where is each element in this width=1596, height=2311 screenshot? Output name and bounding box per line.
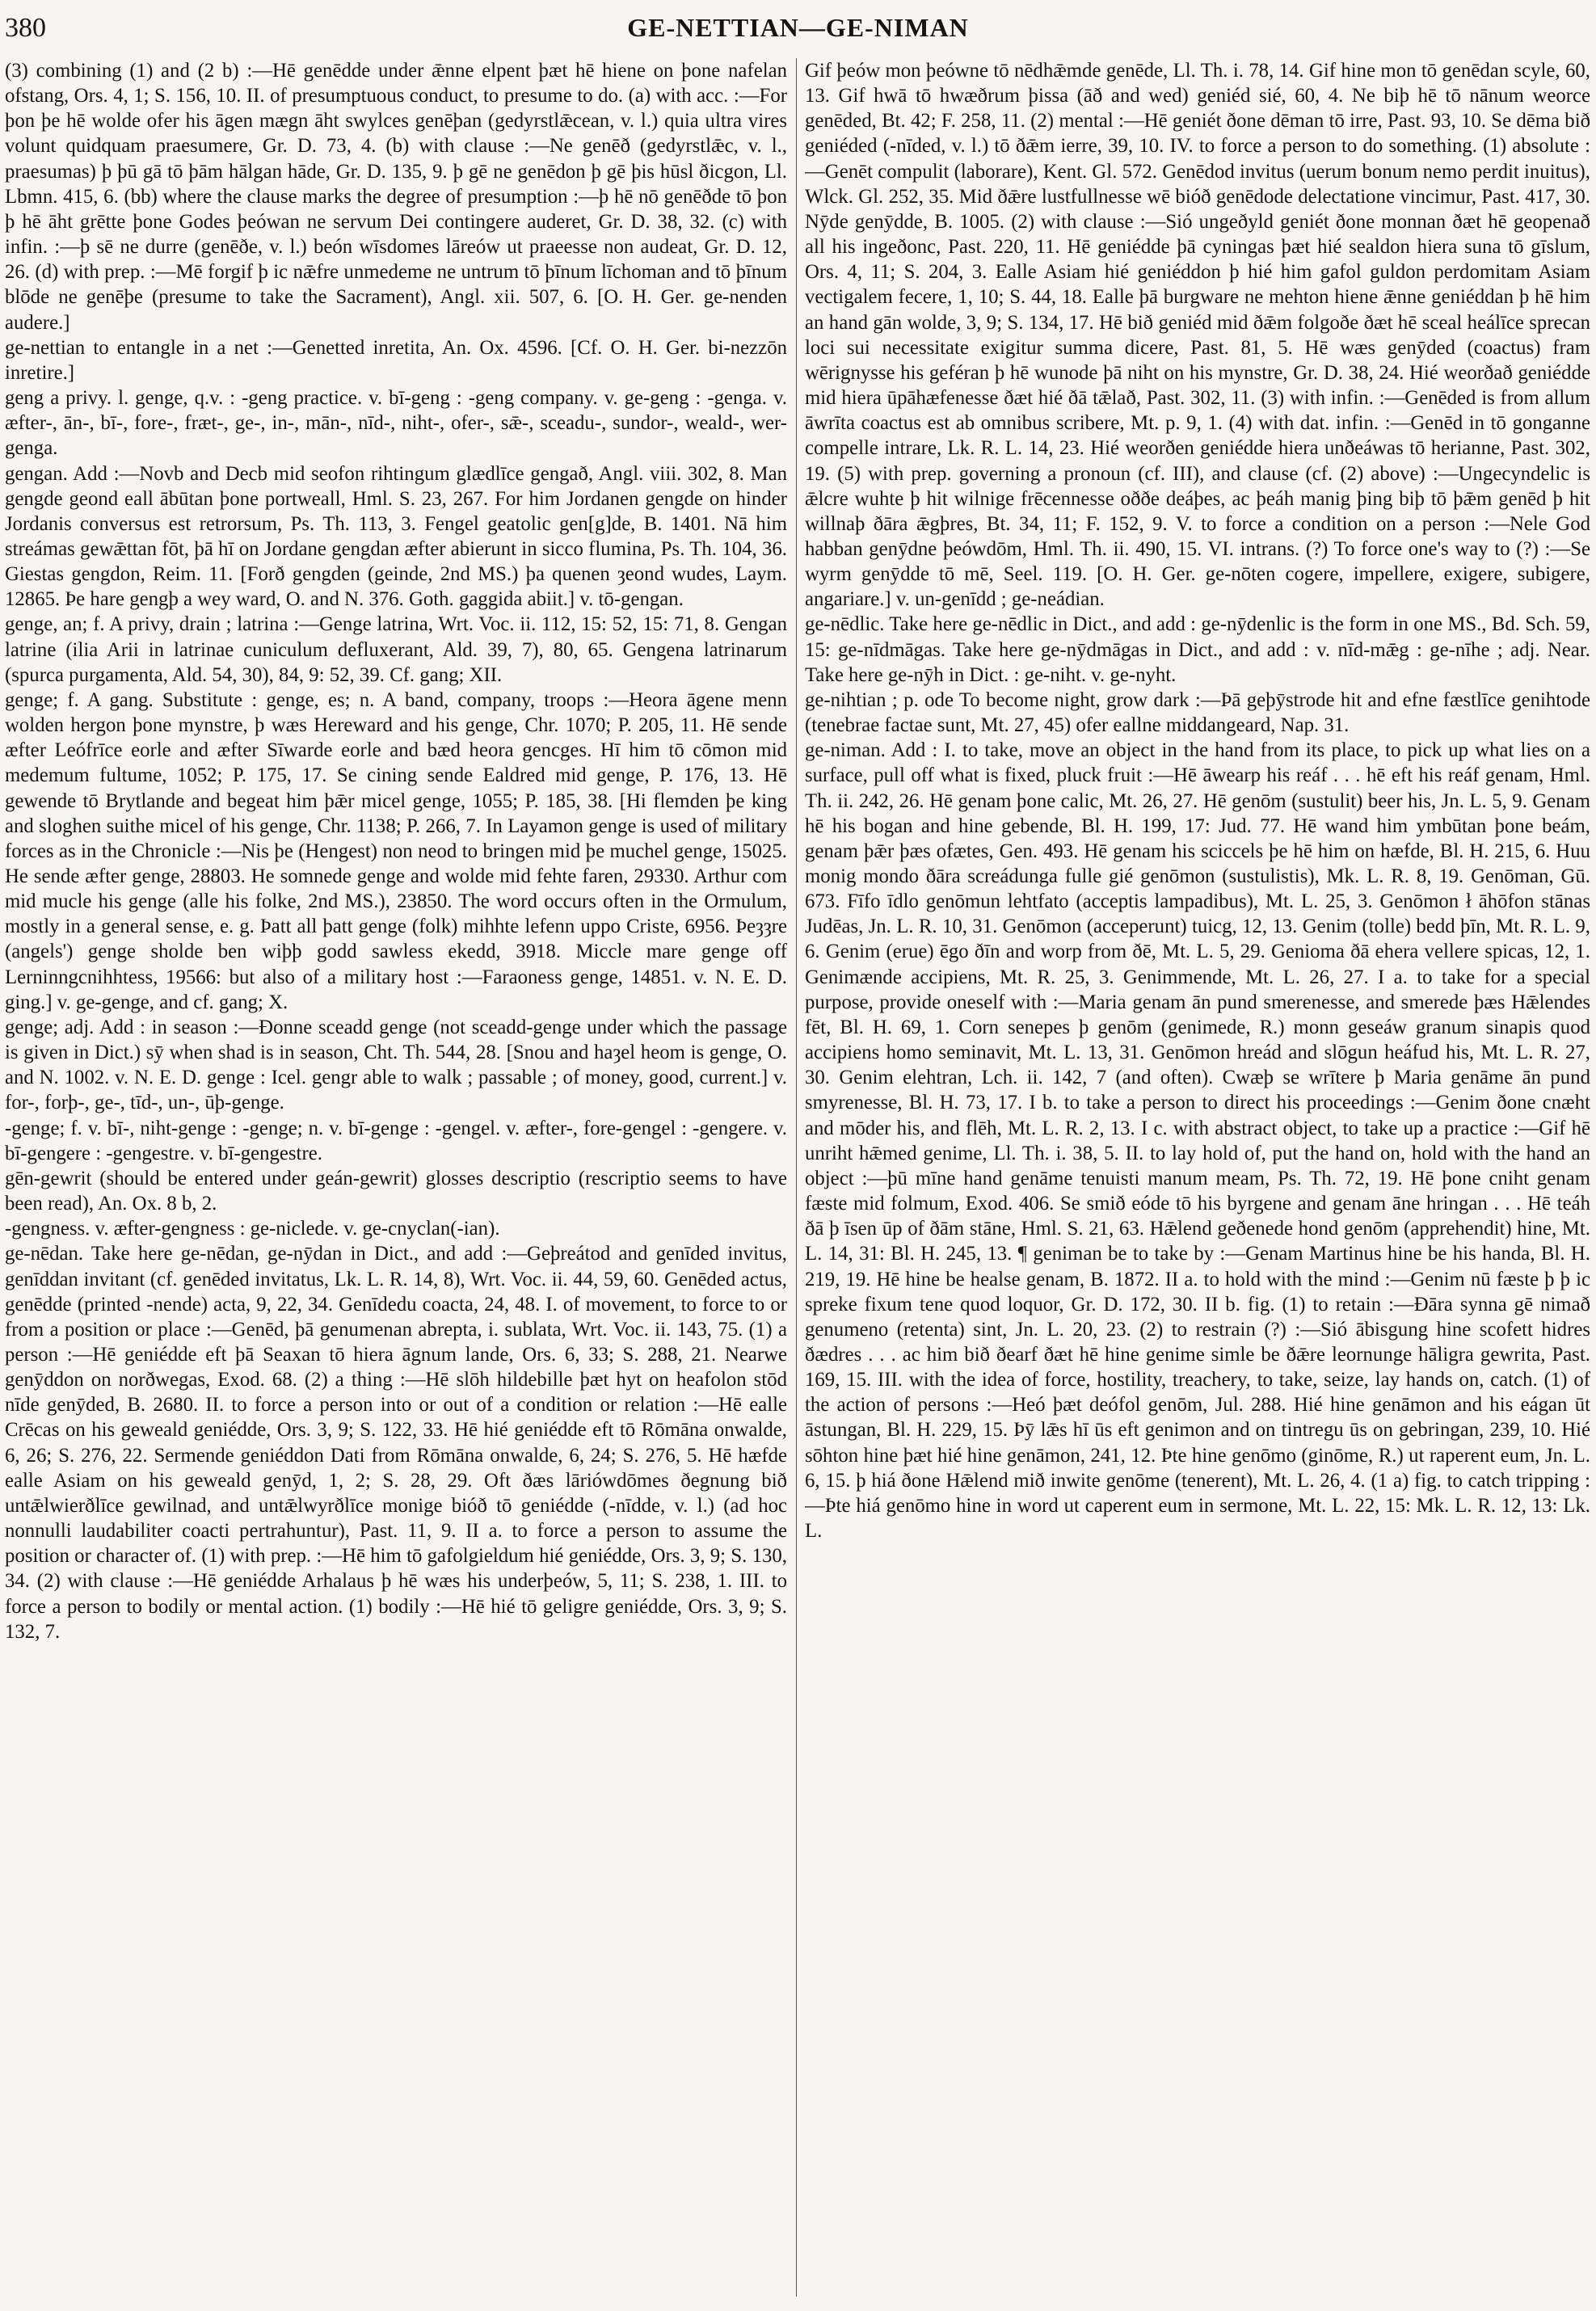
entry: gēn-gewrit (should be entered under geán-gewrit) glosses descriptio (rescriptio seems to have been read), An. Ox. 8 b, 2. xyxy=(5,1167,787,1215)
running-title: GE-NETTIAN—GE-NIMAN xyxy=(627,13,969,42)
right-column xyxy=(805,58,1590,2296)
entry: ge-nettian to entangle in a net :—Genetted inretita, An. Ox. 4596. [Cf. O. H. Ger. bi-nezzōn inretire.] xyxy=(5,336,787,384)
text-columns xyxy=(0,58,1596,2305)
entry: ge-nēdan. Take here ge-nēdan, ge-nȳdan in Dict., and add :—Geþreátod and genīded invitus, genīddan invitant (cf. genēded invitatus, Lk. L. R. 14, 8), Wrt. Voc. ii. 44, 59, 60. Genēded actus, genēdde (printed -nende) acta, 9, 22, 34. Genīdedu coacta, 24, 48. I. of movement, to force to or from a position or place :—Genēd, þā genumenan abrepta, i. sublata, Wrt. Voc. ii. 143, 75. (1) a person :—Hē geniédde eft þā Seaxan tō hiera āgnum lande, Ors. 6, 33; S. 288, 21. Nearwe genȳddon on norðwegas, Exod. 68. (2) a thing :—Hē slōh hildebille þæt hyt on heafolon stōd nīde genȳded, B. 2680. II. to force a person into or out of a condition or relation :—Hē ealle Crēcas on his geweald geniédde, Ors. 3, 9; S. 122, 33. Hē hié geniédde eft tō Rōmāna onwalde, 6, 26; S. 276, 22. Sermende geniéddon Dati from Rōmāna onwalde, 6, 24; S. 276, 5. Hē hæfde ealle Asiam on his geweald genȳd, 1, 2; S. 28, 29. Oft ðæs lāriówdōmes ðegnung bið untǣlwierðlīce gewilnad, and untǣlwyrðlīce monige bióð tō geniédde (-nīdde, v. l.) (ad hoc nonnulli laudabiliter coacti pertrahuntur), Past. 11, 9. II a. to force a person to assume the position or character of. (1) with prep. :—Hē him tō gafolgieldum hié geniédde, Ors. 3, 9; S. 130, 34. (2) with clause :—Hē geniédde Arhalaus þ hē wæs his underþeów, 5, 11; S. 238, 1. III. to force a person to bodily or mental action. (1) bodily :—Hē hié tō geligre geniédde, Ors. 3, 9; S. 132, 7. xyxy=(5,1243,787,1643)
entry: -genge; f. v. bī-, niht-genge : -genge; n. v. bī-genge : -gengel. v. æfter-, fore-gengel : -gengere. v. bī-gengere : -gengestre. v. bī-gengestre. xyxy=(5,1117,787,1164)
entry: -gengness. v. æfter-gengness : ge-niclede. v. ge-cnyclan(-ian). xyxy=(5,1218,500,1240)
entry: genge; adj. Add : in season :—Ðonne sceadd genge (not sceadd-genge under which the passage is given in Dict.) sȳ when shad is in season, Cht. Th. 544, 28. [Snou and haȝel heom is genge, O. and N. 1002. v. N. E. D. genge : Icel. gengr able to walk ; passable ; of money, good, current.] v. for-, forþ-, ge-, tīd-, un-, ūþ-genge. xyxy=(5,1016,787,1114)
entry: ge-niman. Add : I. to take, move an object in the hand from its place, to pick up what lies on a surface, pull off what is fixed, pluck fruit :—Hē āwearp his reáf . . . hē eft his reáf genam, Hml. Th. ii. 242, 26. Hē genam þone calic, Mt. 26, 27. Hē genōm (sustulit) beer his, Jn. L. 5, 9. Genam hē his bogan and hine gebende, Bl. H. 199, 17: Jud. 77. Hē wand him ymbūtan þone beám, genam þǣr þæs ofætes, Gen. 493. Hē genam his sciccels þe hē him on hæfde, Bl. H. 215, 6. Huu monig mondo ðāra screádunga fulle gié genōmon (sustulistis), Mk. L. R. 8, 19. Genōman, Gū. 673. Fīfo īdlo genōmun lehtfato (acceptis lampadibus), Mt. L. 25, 3. Genōmon ł āhōfon stānas Judēas, Jn. L. R. 10, 31. Genōmon (acceperunt) tuicg, 12, 13. Genim (tolle) bedd þīn, Mt. R. L. 9, 6. Genim (erue) ēgo ðīn and worp from ðē, Mt. L. 5, 29. Genioma ðā ehera vellere spicas, 12, 1. Genimænde accipiens, Mt. R. 25, 3. Genimmende, Mt. L. 26, 27. I a. to take for a special purpose, provide oneself with :—Maria genam ān pund smerenesse, and smerede þæs Hǣlendes fēt, Bl. H. 69, 1. Corn senepes þ genōm (genimede, R.) monn geseáw granum sinapis quod accipiens homo seminavit, Mt. L. 13, 31. Genōmon hreád and slōgun heáfud his, Mt. L. R. 27, 30. Genim elehtran, Lch. ii. 142, 7 (and often). Cwæþ se wrītere þ Maria genāme ān pund smyrenesse, Bl. H. 73, 17. I b. to take a person to direct his proceedings :—Genim ðone cnæht and mōder his, and flēh, Mt. L. R. 2, 13. I c. with abstract object, to take up a practice :—Gif hē unriht hǣmed genime, Ll. Th. i. 38, 5. II. to lay hold of, put the hand on, hold with the hand an object :—þū mīne hand genāme tenuisti manum meam, Ps. Th. 72, 19. Hē þone cniht genam fæste mid folmum, Exod. 406. Se smið eóde tō his byrgene and genam āne hringan . . . Hē teáh ðā þ īsen ūp of ðām stāne, Hml. S. 21, 63. Hǣlend geðenede hond genōm (apprehendit) hine, Mt. L. 14, 31: Bl. H. 245, 13. ¶ geniman be to take by :—Genam Martinus hine be his handa, Bl. H. 219, 19. Hē hine be healse genam, B. 1872. II a. to hold with the mind :—Genim nū fæste þ þ ic spreke fixum tene quod loquor, Gr. D. 172, 30. II b. fig. (1) to retain :—Ðāra synna gē nimað genumeno (retenta) sint, Jn. L. 20, 23. (2) to restrain (?) :—Sió ābisgung hine scofett hidres ðædres . . . ac him bið ðearf ðæt hē hine genime simle be ðǣre leornunge hāligra gewrita, Past. 169, 15. III. with the idea of force, hostility, treachery, to take, seize, lay hands on, catch. (1) of the action of persons :—Heó þæt deófol genōm, Jul. 288. Hié hine genāmon and his eágan ūt āstungan, Bl. H. 229, 15. Þȳ lǣs hī ūs eft genimon and on tintregu ūs on gebringan, 239, 10. Hié sōhton hine þæt hié hine genāmon, 241, 12. Þte hine genōmo (ginōme, R.) ut raperent eum, Jn. L. 6, 15. þ hiá ðone Hǣlend mið inwite genōme (tenerent), Mt. L. 26, 4. (1 a) fig. to catch tripping :—Þte hiá genōmo hine in word ut caperent eum in sermone, Mt. L. 22, 15: Mk. L. R. 12, 13: Lk. L. xyxy=(805,739,1590,1543)
left-column xyxy=(5,58,787,2296)
entry: Gif þeów mon þeówne tō nēdhǣmde genēde, Ll. Th. i. 78, 14. Gif hine mon tō genēdan scyle, 60, 13. Gif hwā tō hwæðrum þissa (āð and wed) geniéd sié, 60, 4. Ne biþ hē tō nānum weorce genēded, Bt. 42; F. 258, 11. (2) mental :—Hē geniét ðone dēman tō irre, Past. 93, 10. Se dēma bið geniéded (-nīded, v. l.) tō ðǣm ierre, 39, 10. IV. to force a person to do something. (1) absolute :—Genēt compulit (laborare), Kent. Gl. 572. Genēdod invitus (uerum bonum nemo perdit inuitus), Wlck. Gl. 252, 35. Mid ðǣre lustfullnesse wē bióð genēdode delectatione vincimur, Past. 417, 30. Nȳde genȳdde, B. 1005. (2) with clause :—Sió ungeðyld geniét ðone monnan ðæt hē geopenað all his ingeðonc, Past. 220, 11. Hē geniédde þā cyningas þæt hié sealdon hiera suna tō gīslum, Ors. 4, 11; S. 204, 3. Ealle Asiam hié geniéddon þ hié him gafol guldon perdomitam Asiam vectigalem fecere, 1, 10; S. 44, 18. Ealle þā burgware ne mehton hiene ǣnne geniéddan þ hē him an hand gān wolde, 3, 9; S. 134, 17. Hē bið geniéd mid ðǣm folgoðe ðæt hē sceal heálīce sprecan loci sui necessitate exigitur summa dicere, Past. 81, 5. Hē wæs genȳded (coactus) fram wērignysse his geféran þ hē wunode þā niht on his mynstre, Gr. D. 38, 24. Hié weorðað geniédde mid hiera ūpāhæfenesse ðæt hié ðā tǣlað, Past. 302, 11. (3) with infin. :—Genēded is from allum āwrīta coactus est ab omnibus scribere, Mt. p. 9, 1. (4) with dat. infin. :—Genēd in tō gonganne compelle intrare, Lk. R. L. 14, 23. Hié weorðen geniédde hiera unðeáwas tō herianne, Past. 302, 19. (5) with prep. governing a pronoun (cf. III), and clause (cf. (2) above) :—Ungecyndelic is ǣlcre wuhte þ hit wilnige frēcennesse oððe deáþes, ac þeáh manig þing biþ tō þǣm genēd þ hit willnaþ ðāra ǣgþres, Bt. 34, 11; F. 152, 9. V. to force a condition on a person :—Nele God habban genȳdne þeówdōm, Hml. Th. ii. 490, 15. VI. intrans. (?) To force one's way to (?) :—Se wyrm genȳdde tō mē, Seel. 119. [O. H. Ger. ge-nōten cogere, impellere, exigere, subigere, angariare.] v. un-genīdd ; ge-neádian. xyxy=(805,60,1590,611)
entry: ge-nēdlic. Take here ge-nēdlic in Dict., and add : ge-nȳdenlic is the form in one MS., Bd. Sch. 59, 15: ge-nīdmāgas. Take here ge-nȳdmāgas in Dict., and add : v. nīd-mǣg : ge-nīhe ; adj. Near. Take here ge-nȳh in Dict. : ge-niht. v. ge-nyht. xyxy=(805,613,1590,686)
column-divider xyxy=(796,58,797,2296)
entry: gengan. Add :—Novb and Decb mid seofon rihtingum glædlīce gengað, Angl. viii. 302, 8. Man gengde geond eall ābūtan þone portweall, Hml. S. 23, 267. For him Jordanen gengde on hinder Jordanis conversus est retrorsum, Ps. Th. 113, 3. Fengel geatolic gen[g]de, B. 1401. Nā him streámas gewǣttan fōt, þā hī on Jordane gengdan æfter abierunt in sicco flumina, Ps. Th. 104, 36. Giestas gengdon, Reim. 11. [Forð gengden (geinde, 2nd MS.) þa quenen ȝeond wudes, Laym. 12865. Þe hare gengþ a wey ward, O. and N. 376. Goth. gaggida abiit.] v. tō-gengan. xyxy=(5,462,787,611)
entry: ge-nihtian ; p. ode To become night, grow dark :—Þā geþȳstrode hit and efne fæstlīce genihtode (tenebrae factae sunt, Mt. 27, 45) ofer eallne middangeard, Nap. 31. xyxy=(805,688,1590,737)
entry: genge; f. A gang. Substitute : genge, es; n. A band, company, troops :—Heora āgene menn wolden hergon þone mynstre, þ wæs Hereward and his genge, Chr. 1070; P. 205, 11. Hē sende æfter Leófrīce eorle and æfter Sīwarde eorle and bæd heora gencges. Hī him tō cōmon mid medemum fultume, 1052; P. 175, 17. Se cining sende Ealdred mid genge, P. 176, 13. Hē gewende tō Brytlande and begeat him þǣr micel genge, 1055; P. 185, 38. [Hi flemden þe king and sloghen suithe micel of his genge, Chr. 1138; P. 266, 7. In Layamon genge is used of military forces as in the Chronicle :—Nis þe (Hengest) non neod to bringen mid þe muchel genge, 15025. He sende æfter genge, 28803. He somnede genge and wolde mid fehte faren, 29330. Arthur com mid mucle his genge (alle his folke, 2nd MS.), 23850. The word occurs often in the Ormulum, mostly in a general sense, e. g. Þatt all þatt genge (folk) mihhte lefenn uppo Criste, 6956. Þeȝȝre (angels') genge sholde ben wiþþ godd sawless ekedd, 3918. Miccle mare genge off Lerninngcnihhtess, 19566: but also of a military host :—Faraoness genge, 14851. v. N. E. D. ging.] v. ge-genge, and cf. gang; X. xyxy=(5,688,787,1013)
entry: (3) combining (1) and (2 b) :—Hē genēdde under ǣnne elpent þæt hē hiene on þone nafelan ofstang, Ors. 4, 1; S. 156, 10. II. of presumptuous conduct, to presume to do. (a) with acc. :—For þon þe hē wolde ofer his āgen mægn āht swylces genēþan (gedyrstlǣcean, v. l.) quia ultra vires volunt quidquam praesumere, Gr. D. 73, 4. (b) with clause :—Ne genēð (gedyrstlǣc, v. l., praesumas) þ þū gā tō þām hālgan hāde, Gr. D. 135, 9. þ gē ne genēdon þ gē þis hūsl ðicgon, Ll. Lbmn. 415, 6. (bb) where the clause marks the degree of presumption :—þ hē nō genēðde tō þon þ hē āht grētte þone Godes þeówan ne servum Dei contingere auderet, Gr. D. 38, 32. (c) with infin. :—þ sē ne durre (genēðe, v. l.) beón wīsdomes lāreów ut praeesse non audeat, Gr. D. 12, 26. (d) with prep. :—Mē forgif þ ic nǣfre unmedeme ne untrum tō þīnum līchoman and tō þīnum blōde ne genēþe (presume to take the Sacrament), Angl. xii. 507, 6. [O. H. Ger. ge-nenden audere.] xyxy=(5,60,787,334)
page-header xyxy=(0,10,1596,48)
entry: geng a privy. l. genge, q.v. : -geng practice. v. bī-geng : -geng company. v. ge-geng : -genga. v. æfter-, ān-, bī-, fore-, fræt-, ge-, in-, mān-, nīd-, niht-, ofer-, sǣ-, sceadu-, sundor-, weald-, wer-genga. xyxy=(5,387,787,460)
entry: genge, an; f. A privy, drain ; latrina :—Genge latrina, Wrt. Voc. ii. 112, 15: 52, 15: 71, 8. Gengan latrine (ilia Arii in latrinae cuniculum defluxerant, Ald. 39, 7), 80, 65. Gengena latrinarum (spurca purgamenta, Ald. 54, 30), 84, 9: 52, 39. Cf. gang; XII. xyxy=(5,613,787,686)
page-number: 380 xyxy=(5,13,46,43)
